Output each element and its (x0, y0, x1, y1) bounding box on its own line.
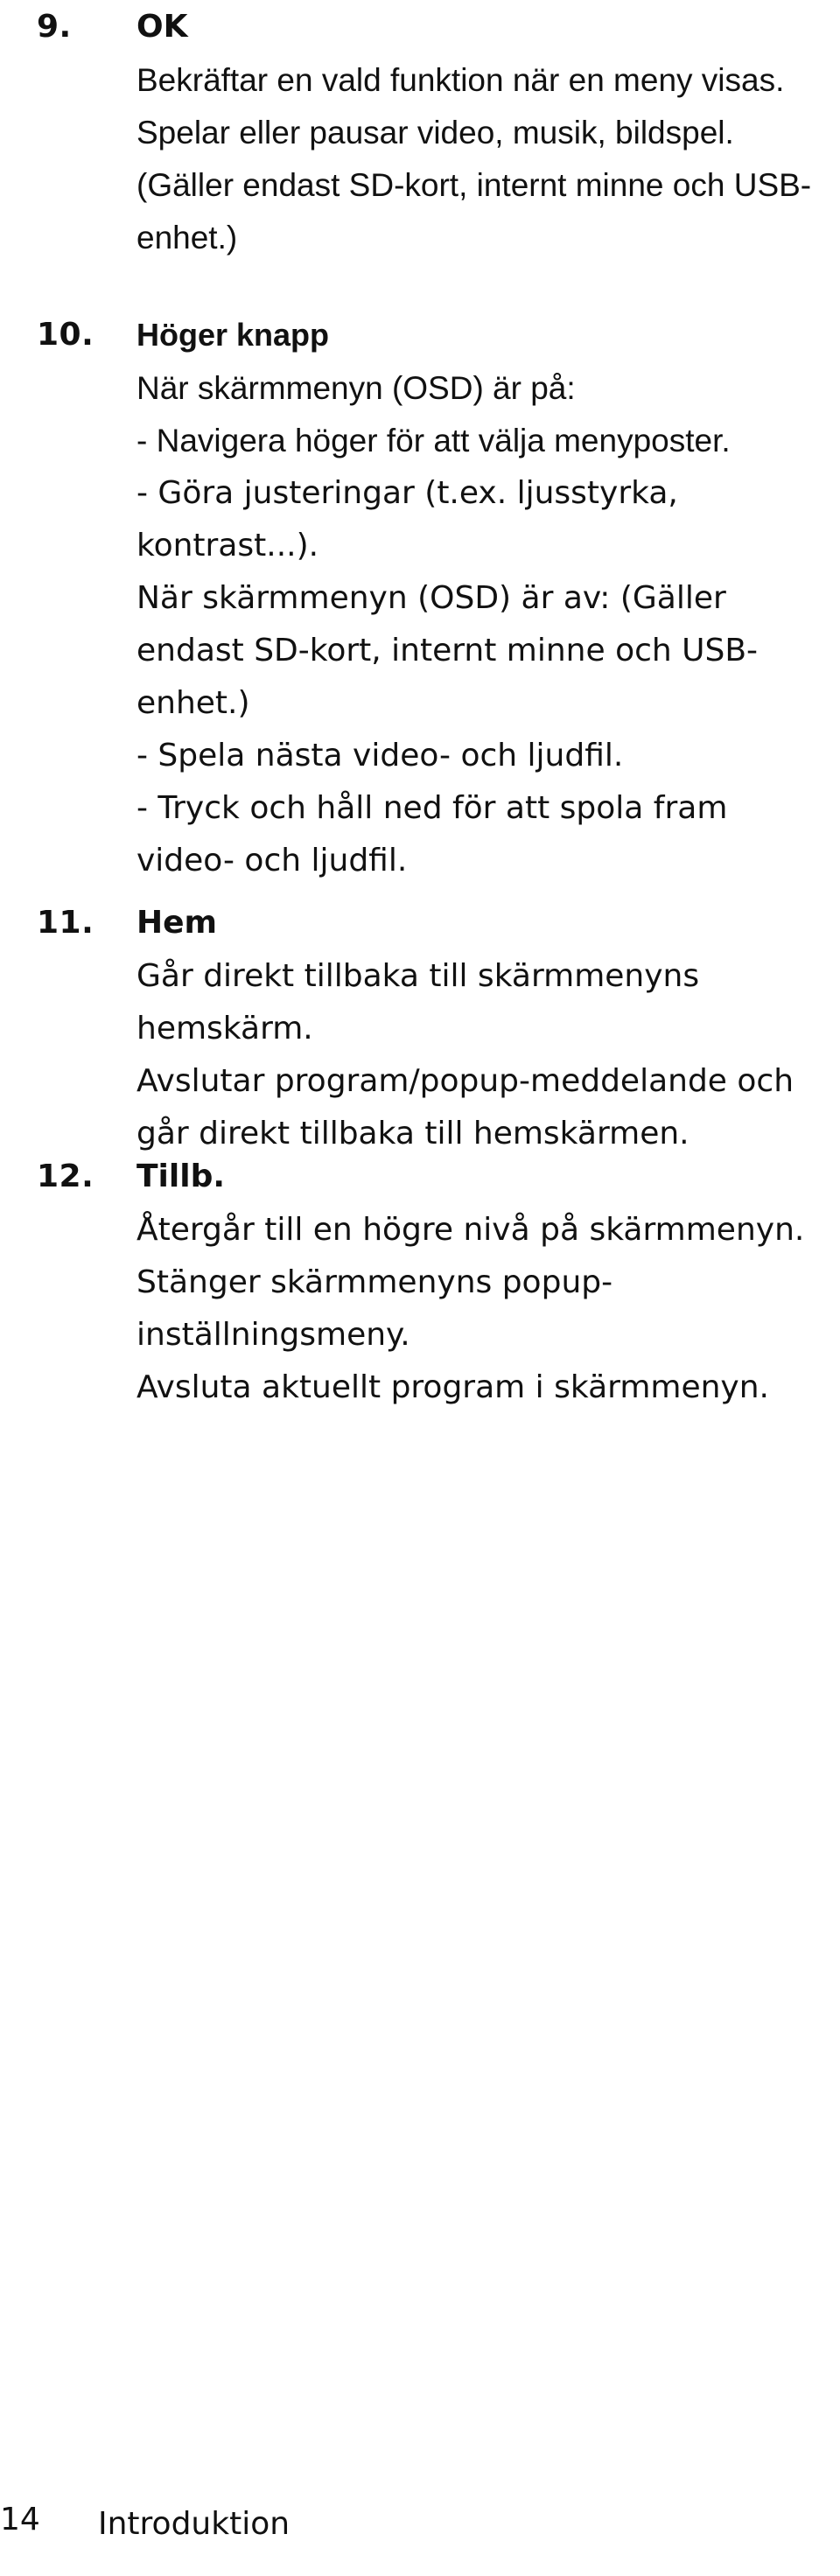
item-description: Återgår till en högre nivå på skärmmenyn. (136, 1212, 805, 1248)
page-number: 14 (0, 2502, 40, 2538)
item-description: När skärmmenyn (OSD) är av: (Gäller endast SD-kort, internt minne och USB-enhet.) (136, 580, 759, 721)
item-number: 9. (37, 9, 72, 45)
item-title: Tillb. (136, 1158, 226, 1194)
item-number: 11. (37, 905, 94, 941)
list-item-right-button (0, 308, 840, 887)
item-heading (0, 1150, 840, 1204)
item-number: 12. (37, 1158, 94, 1194)
item-description: - Spela nästa video- och ljudfil. (136, 738, 624, 774)
item-description: Bekräftar en vald funktion när en meny visas. (136, 62, 785, 98)
item-description: Avsluta aktuellt program i skärmmenyn. (136, 1369, 769, 1405)
item-number: 10. (37, 317, 94, 353)
list-item-back (0, 1150, 840, 1414)
item-description: Spelar eller pausar video, musik, bildspel. (Gäller endast SD-kort, internt minne och USB-enhet.) (136, 115, 812, 256)
item-heading (0, 0, 840, 54)
item-description: Avslutar program/popup-meddelande och går direkt tillbaka till hemskärmen. (136, 1063, 794, 1152)
item-heading (0, 308, 840, 362)
section-title: Introduktion (98, 2506, 290, 2542)
item-description: När skärmmenyn (OSD) är på: (136, 370, 576, 406)
item-title: Hem (136, 905, 218, 941)
list-item-home (0, 896, 840, 1160)
item-description: Går direkt tillbaka till skärmmenyns hemskärm. (136, 958, 700, 1046)
item-title: Höger knapp (136, 317, 330, 353)
item-title: OK (136, 9, 188, 45)
item-description: - Tryck och håll ned för att spola fram video- och ljudfil. (136, 790, 728, 878)
item-description: Stänger skärmmenyns popup-inställningsmeny. (136, 1264, 613, 1353)
item-description: - Navigera höger för att välja menyposter. (136, 423, 731, 458)
item-heading (0, 896, 840, 950)
list-item-ok (0, 0, 840, 264)
item-description: - Göra justeringar (t.ex. ljusstyrka, kontrast...). (136, 475, 678, 564)
